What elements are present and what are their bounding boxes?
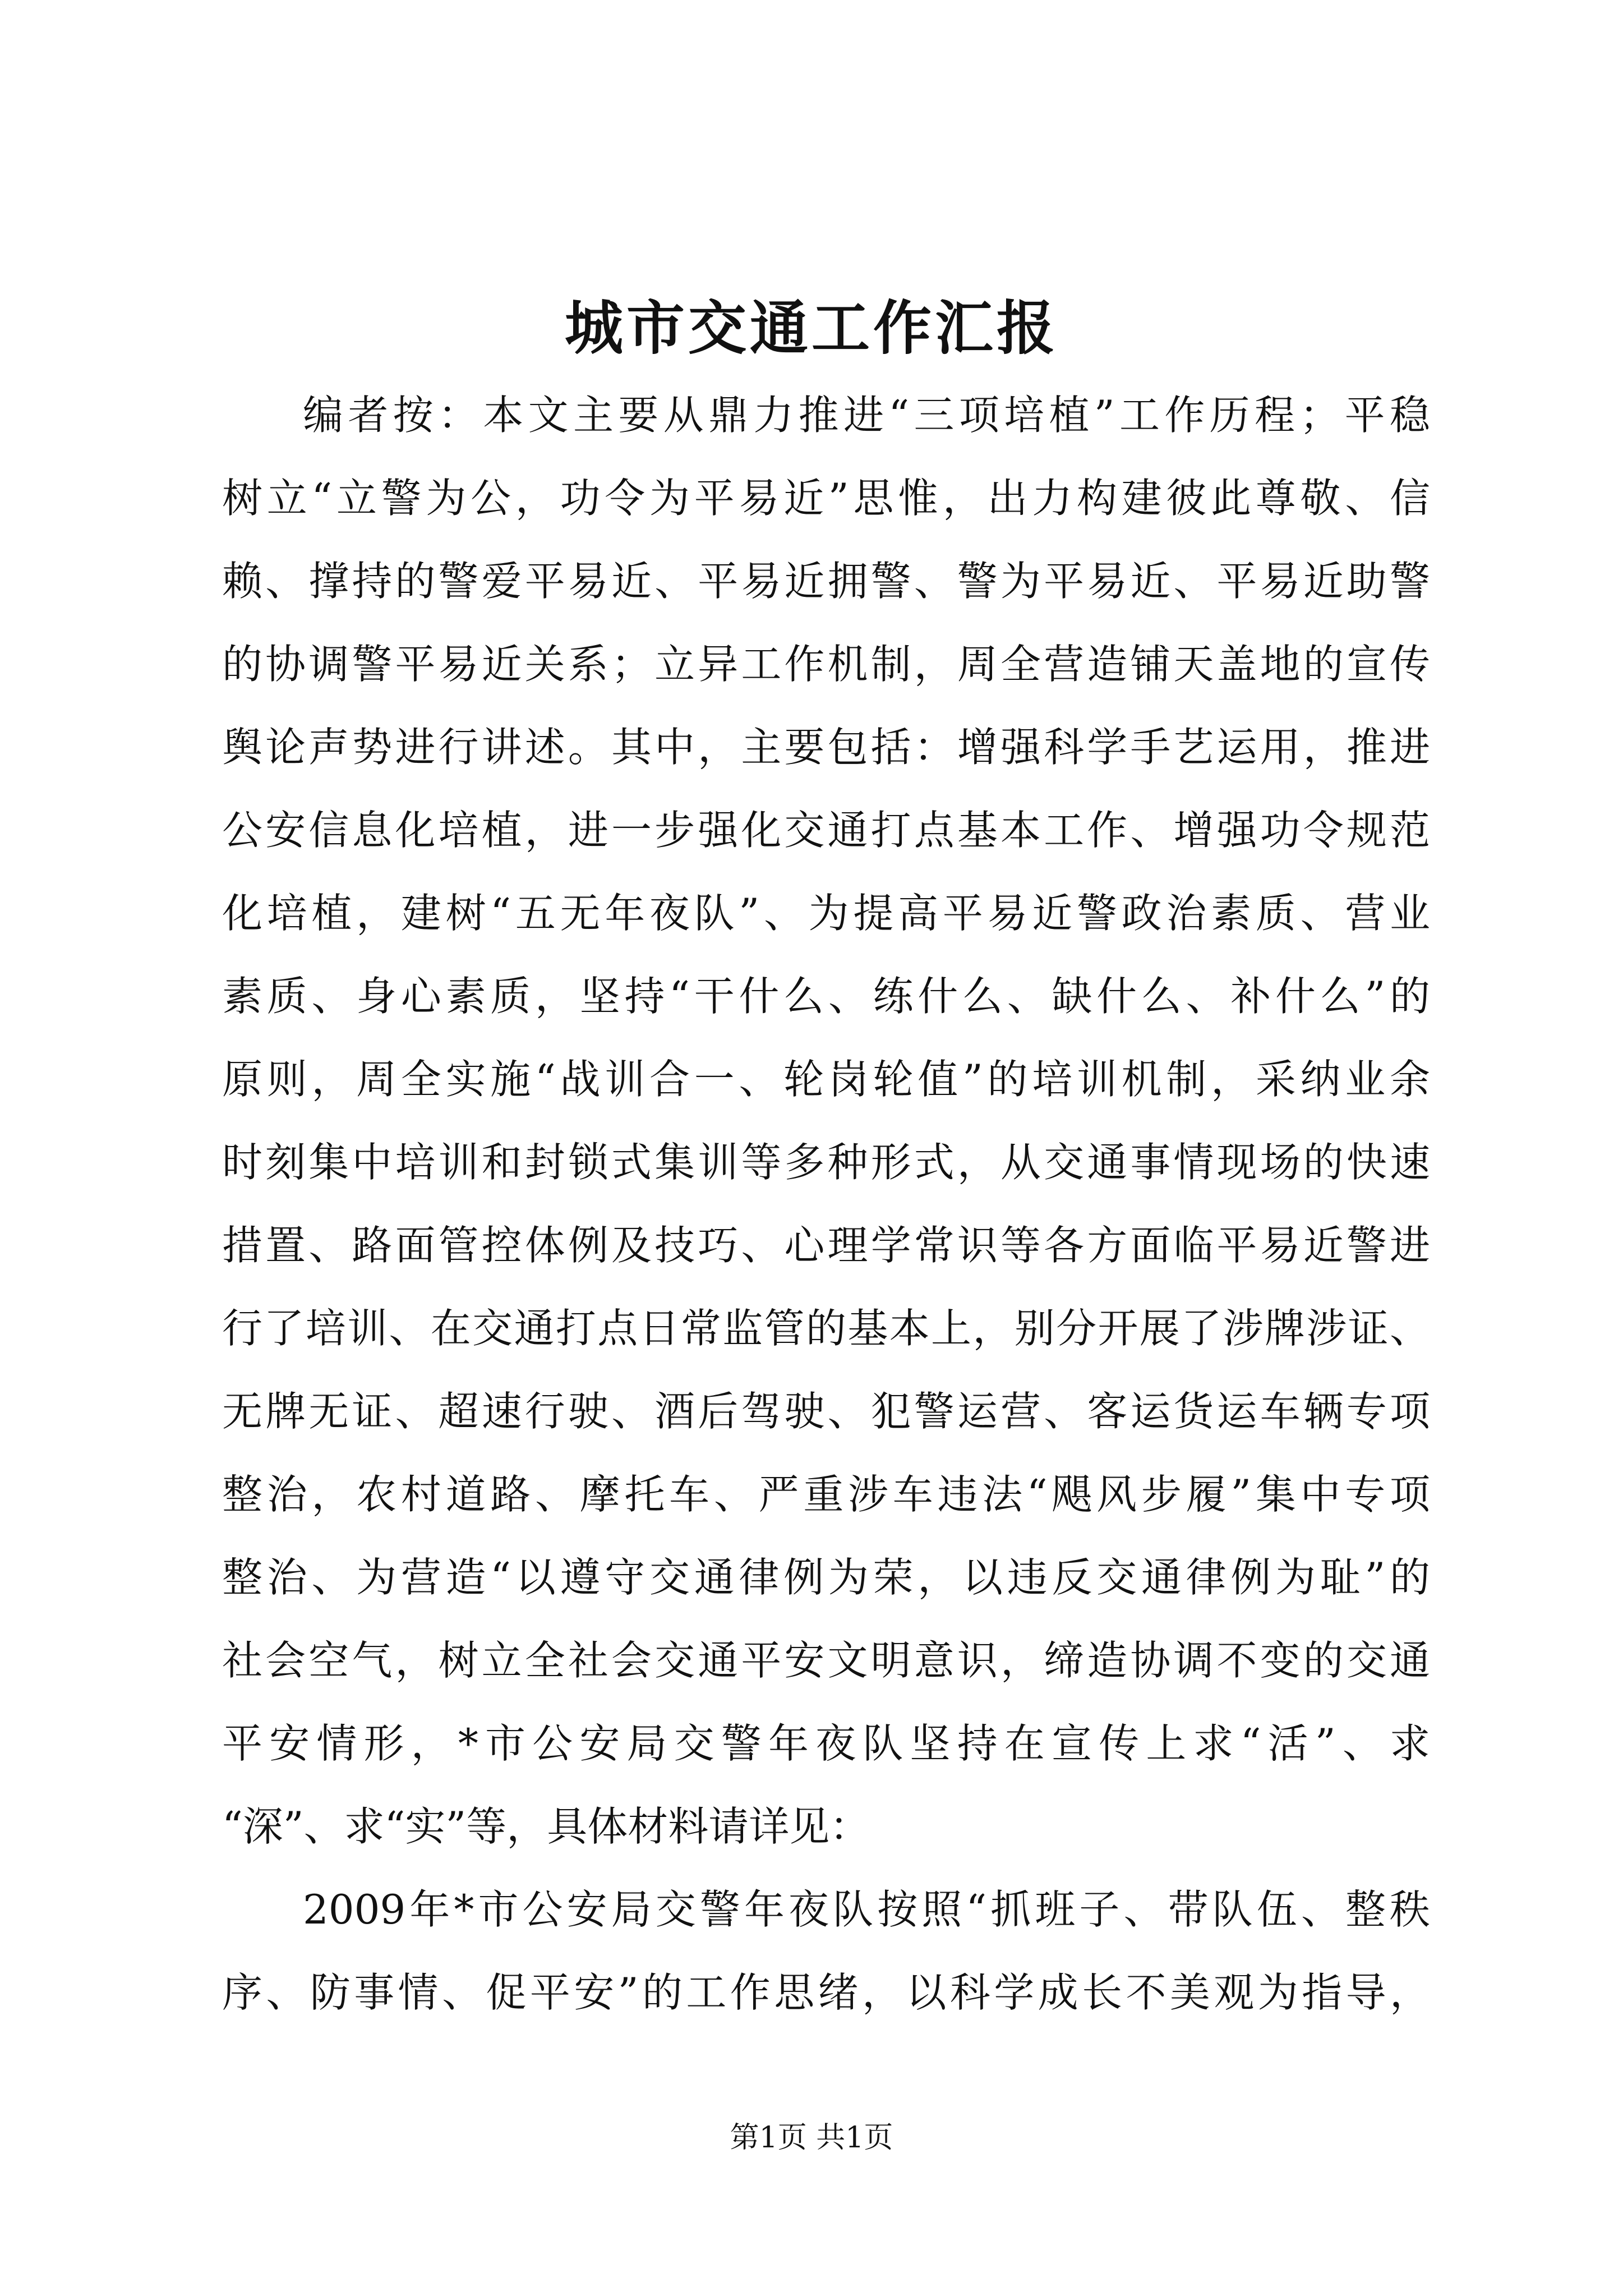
paragraph-line: 树立“立警为公，功令为平易近”思惟，出力构建彼此尊敬、信 [222, 475, 1430, 522]
page-footer: 第1页 共1页 [730, 2121, 893, 2155]
paragraph-line: 时刻集中培训和封锁式集训等多种形式，从交通事情现场的快速 [222, 1139, 1430, 1186]
paragraph-line: 措置、路面管控体例及技巧、心理学常识等各方面临平易近警进 [222, 1222, 1430, 1269]
paragraph-line: 平安情形，*市公安局交警年夜队坚持在宣传上求“活”、求 [222, 1720, 1430, 1767]
paragraph-line: 化培植，建树“五无年夜队”、为提高平易近警政治素质、营业 [222, 890, 1430, 937]
paragraph-line: 整治，农村道路、摩托车、严重涉车违法“飓风步履”集中专项 [222, 1471, 1430, 1518]
paragraph-line: 公安信息化培植，进一步强化交通打点基本工作、增强功令规范 [222, 807, 1430, 854]
paragraph-line: 社会空气，树立全社会交通平安文明意识，缔造协调不变的交通 [222, 1637, 1430, 1684]
paragraph-line: 行了培训、在交通打点日常监管的基本上，别分开展了涉牌涉证、 [222, 1305, 1430, 1352]
paragraph-line: 2009年*市公安局交警年夜队按照“抓班子、带队伍、整秩 [303, 1886, 1430, 1933]
paragraph-line: 舆论声势进行讲述。其中，主要包括：增强科学手艺运用，推进 [222, 724, 1430, 771]
paragraph-line: 的协调警平易近关系；立异工作机制，周全营造铺天盖地的宣传 [222, 641, 1430, 688]
paragraph-line: 素质、身心素质，坚持“干什么、练什么、缺什么、补什么”的 [222, 973, 1430, 1020]
paragraph-line: 原则，周全实施“战训合一、轮岗轮值”的培训机制，采纳业余 [222, 1056, 1430, 1103]
document-title: 城市交通工作汇报 [564, 293, 1058, 362]
paragraph-line: 无牌无证、超速行驶、酒后驾驶、犯警运营、客运货运车辆专项 [222, 1388, 1430, 1435]
paragraph-line: 编者按：本文主要从鼎力推进“三项培植”工作历程；平稳 [303, 392, 1430, 439]
paragraph-line: “深”、求“实”等，具体材料请详见： [222, 1803, 870, 1850]
paragraph-line: 赖、撑持的警爱平易近、平易近拥警、警为平易近、平易近助警 [222, 558, 1430, 605]
paragraph-line: 整治、为营造“以遵守交通律例为荣，以违反交通律例为耻”的 [222, 1554, 1430, 1601]
paragraph-line: 序、防事情、促平安”的工作思绪，以科学成长不美观为指导， [222, 1969, 1430, 2016]
